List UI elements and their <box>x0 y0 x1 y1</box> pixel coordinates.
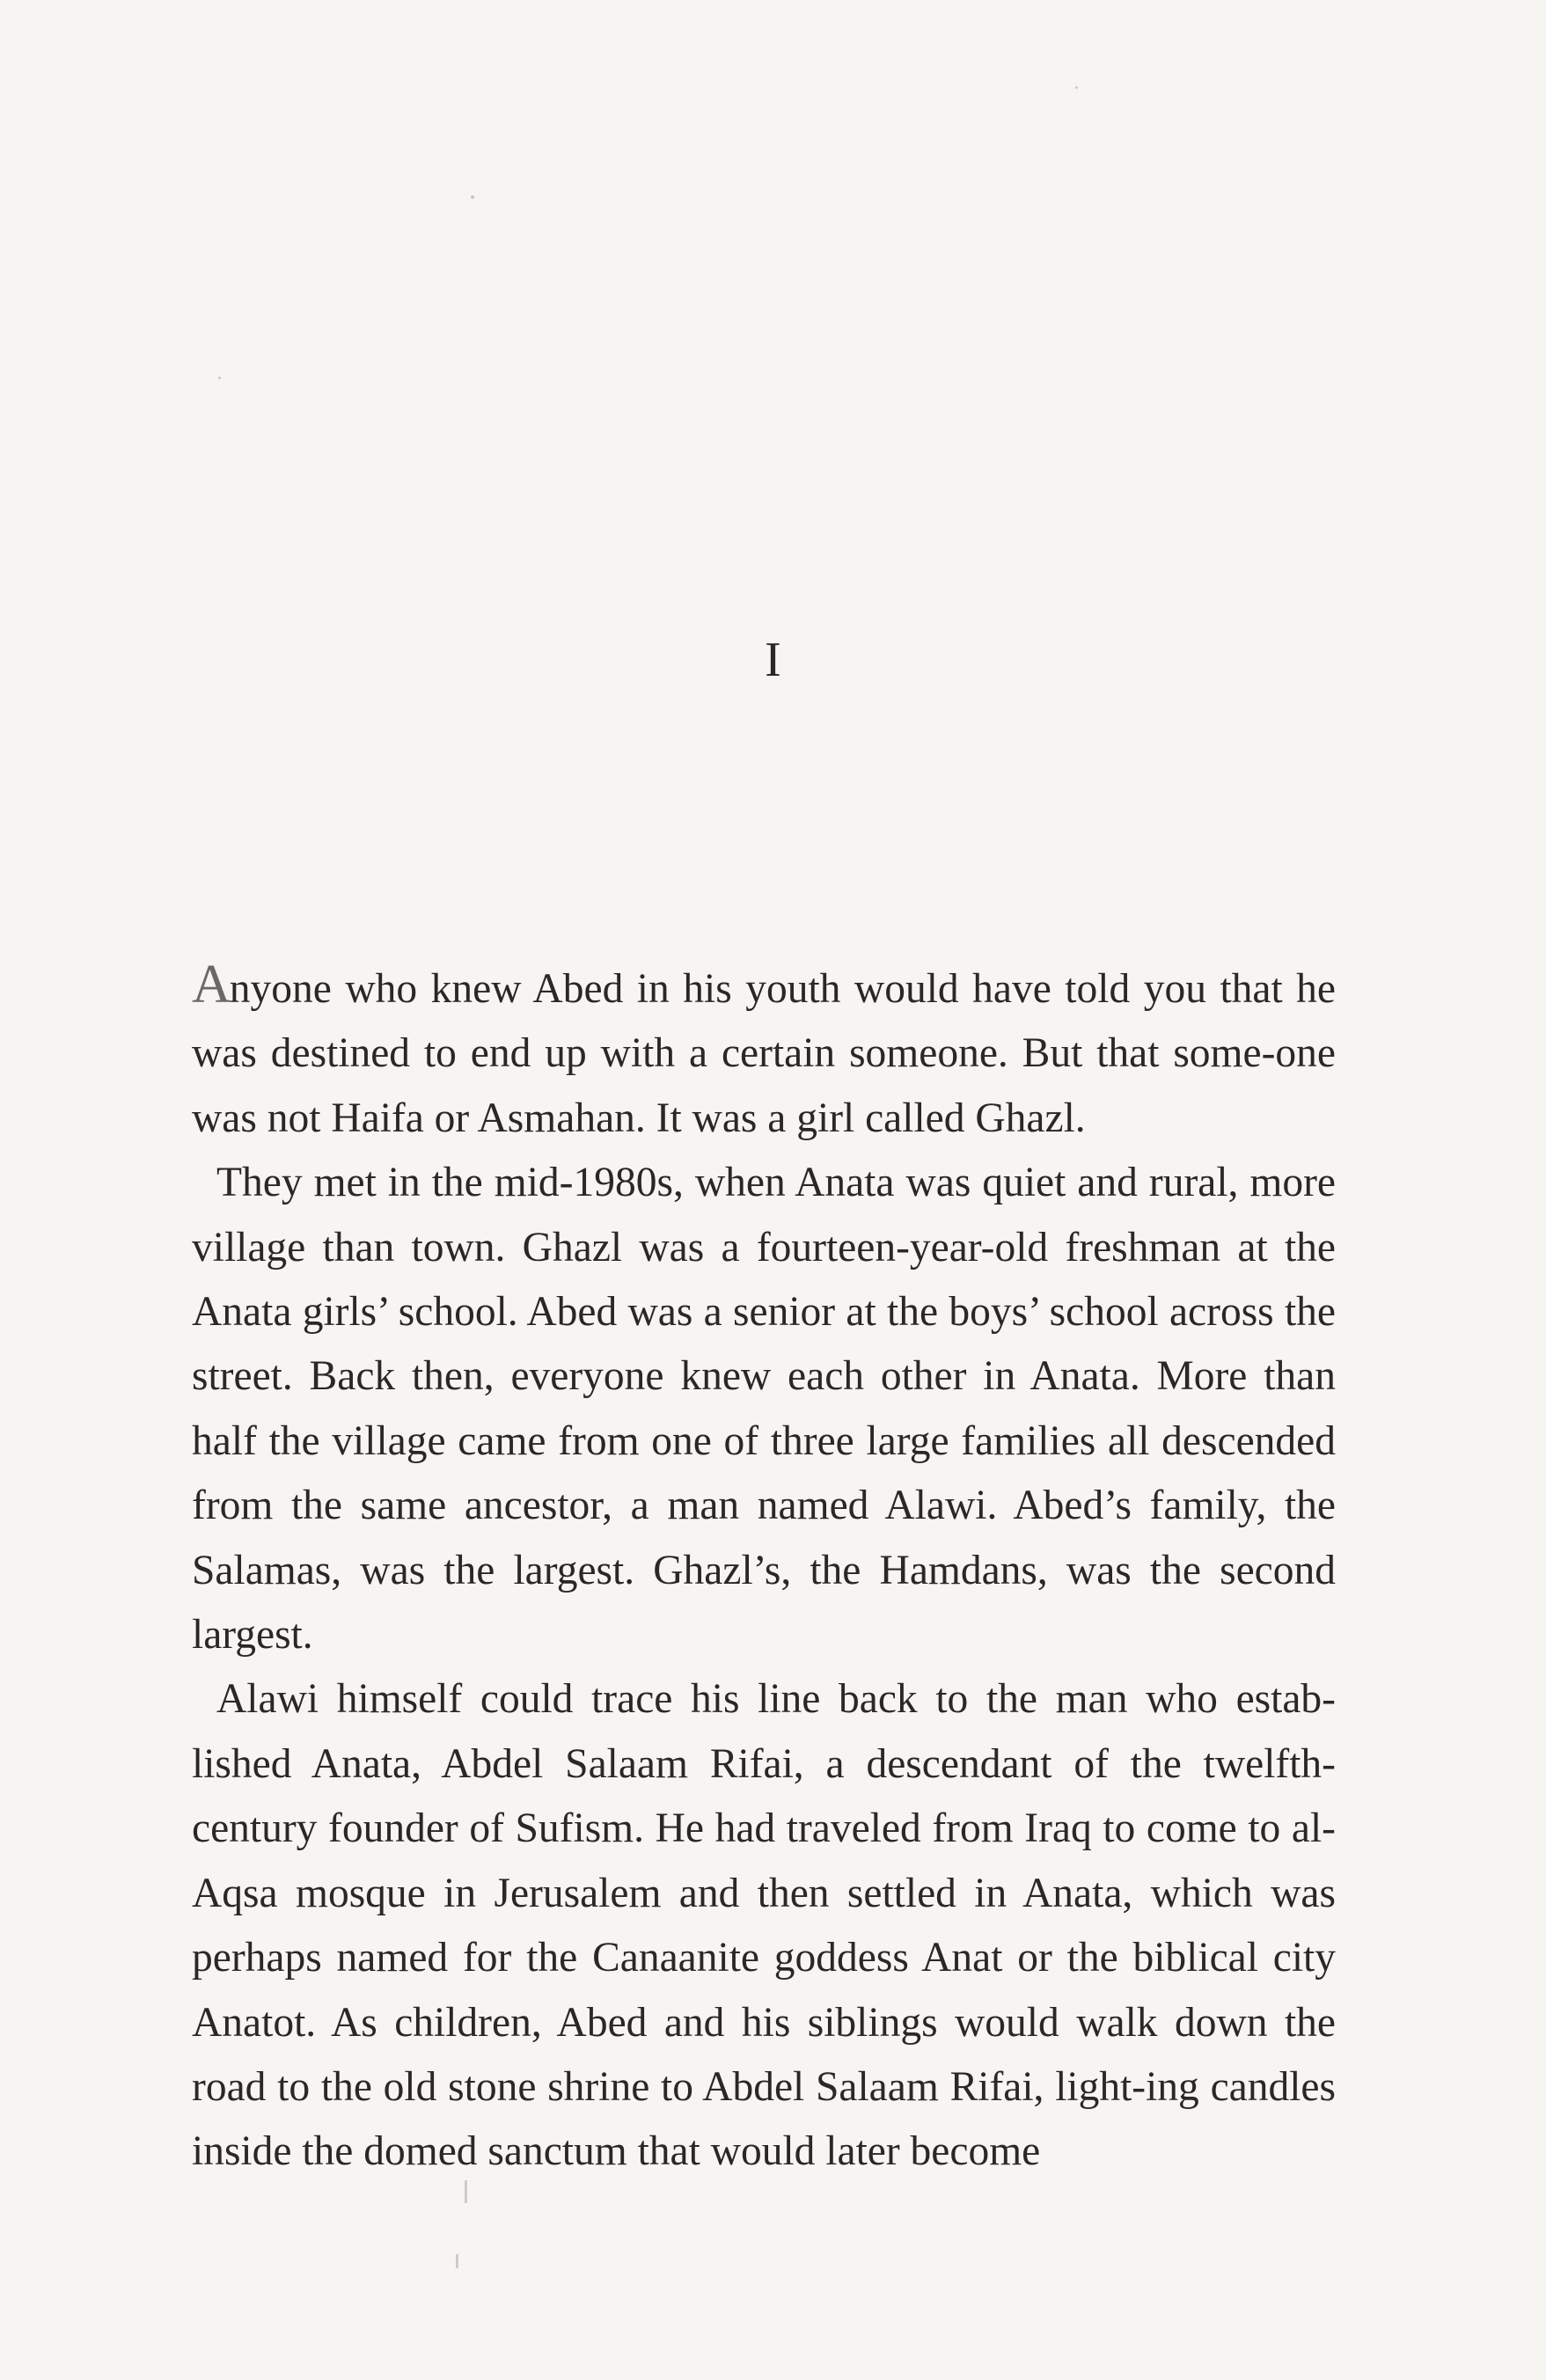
paragraph-1-text: nyone who knew Abed in his youth would have told you that he was destined to end up with a certain someone. But that some-one was not Haifa or Asmahan. It was a girl called Ghazl. <box>192 966 1336 1141</box>
paragraph-3-text: Alawi himself could trace his line back to the man who estab-lished Anata, Abdel Salaam Rifai, a descendant of the twelfth-century founder of Sufism. He had traveled from Iraq to come to al-Aqsa mosque in Jerusalem and then settled in Anata, which was perhaps named for the Canaanite goddess Anat or the biblical city Anatot. As children, Abed and his siblings would walk down the road to the old stone shrine to Abdel Salaam Rifai, light-ing candles inside the domed sanctum that would later become <box>192 1676 1336 2175</box>
chapter-number: I <box>765 633 781 687</box>
body-text <box>192 957 1336 2185</box>
drop-cap: A <box>192 955 230 1014</box>
paragraph-1 <box>192 957 1336 1151</box>
scan-speck <box>218 377 221 379</box>
scan-speck <box>1075 86 1078 89</box>
paragraph-2 <box>192 1151 1336 1667</box>
paragraph-2-text: They met in the mid-1980s, when Anata was quiet and rural, more village than town. Ghazl was a fourteen-year-old freshman at the Anata girls’ school. Abed was a senior at the boys’ school across the street. Back then, everyone knew each other in Anata. More than half the village came from one of three large families all descended from the same ancestor, a man named Alawi. Abed’s family, the Salamas, was the largest. Ghazl’s, the Hamdans, was the second largest. <box>192 1160 1336 1659</box>
scan-mark <box>456 2254 458 2268</box>
scan-mark <box>465 2180 467 2203</box>
paragraph-3 <box>192 1667 1336 2184</box>
scan-speck <box>471 195 474 199</box>
